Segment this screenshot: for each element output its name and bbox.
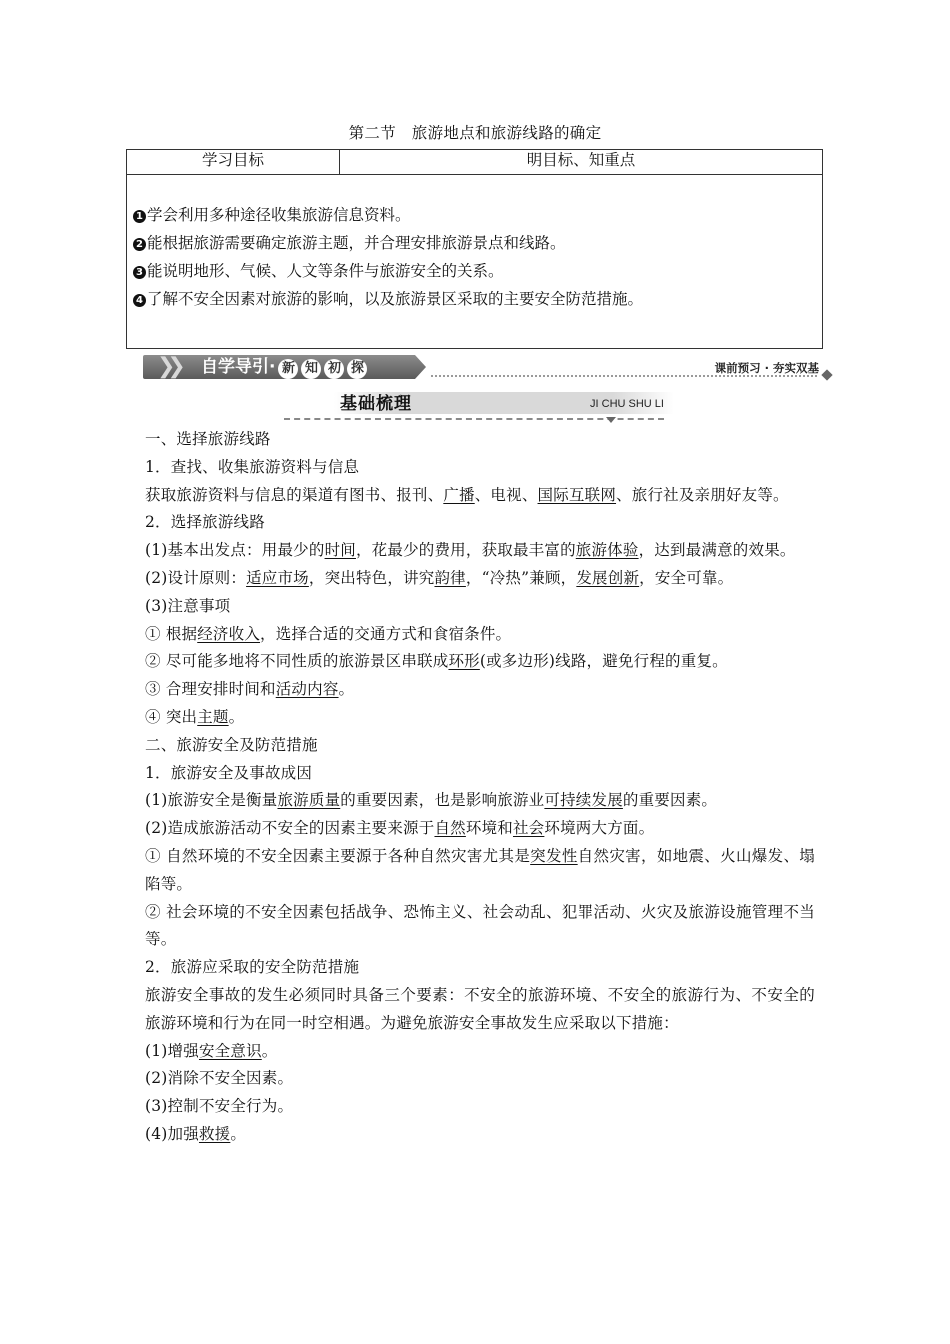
banner-title xyxy=(201,355,367,379)
goals-header-left: 学习目标 xyxy=(127,150,340,175)
paragraph xyxy=(145,787,815,815)
text-segment: 的重要因素，也是影响旅游业 xyxy=(340,791,545,810)
paragraph xyxy=(145,760,815,788)
text-segment: 。 xyxy=(230,1124,247,1143)
paragraph xyxy=(145,565,815,593)
text-segment: ① 根据 xyxy=(145,624,198,643)
text-segment: ① 自然环境的不安全因素主要源于各种自然灾害尤其是 xyxy=(145,846,531,865)
objective-text: 学会利用多种途径收集旅游信息资料。 xyxy=(147,206,411,224)
text-segment: ② 尽可能多地将不同性质的旅游景区串联成 xyxy=(145,652,449,671)
self-study-banner xyxy=(143,353,833,383)
paragraph xyxy=(145,982,815,1038)
paragraph xyxy=(145,732,815,760)
underlined-answer: 环形 xyxy=(448,652,480,671)
objective-text: 能说明地形、气候、人文等条件与旅游安全的关系。 xyxy=(147,262,504,280)
underlined-answer: 主题 xyxy=(197,707,229,726)
text-segment: (1)基本出发点：用最少的 xyxy=(145,541,325,560)
page-title: 第二节 旅游地点和旅游线路的确定 xyxy=(348,124,602,142)
text-segment: (1)旅游安全是衡量 xyxy=(145,791,278,810)
underlined-answer: 自然 xyxy=(434,819,466,838)
text-segment: ，安全可靠。 xyxy=(639,568,734,587)
paragraph xyxy=(145,815,815,843)
underlined-answer: 时间 xyxy=(324,541,356,560)
objective-item xyxy=(133,257,822,285)
objective-item xyxy=(133,229,822,257)
paragraph xyxy=(145,704,815,732)
circled-number-icon: 3 xyxy=(133,266,146,279)
paragraph xyxy=(145,954,815,982)
underlined-answer: 旅游体验 xyxy=(575,541,639,560)
banner-circled-char: 探 xyxy=(347,359,367,379)
text-segment: 环境和 xyxy=(465,819,513,838)
double-chevron-icon: ❯❯ xyxy=(157,354,178,379)
text-segment: 旅游安全事故的发生必须同时具备三个要素：不安全的旅游环境、不安全的旅游行为、不安全的旅游环境和行为在同一时空相遇。为避免旅游安全事故发生应采取以下措施： xyxy=(145,985,815,1032)
text-segment: 一、选择旅游线路 xyxy=(145,430,271,448)
paragraph xyxy=(145,1038,815,1066)
paragraph xyxy=(145,426,815,454)
section-header-label: 基础梳理 xyxy=(340,394,412,414)
underlined-answer: 救援 xyxy=(198,1124,231,1143)
diamond-icon xyxy=(821,369,832,380)
text-segment: 获取旅游资料与信息的渠道有图书、报刊、 xyxy=(145,485,444,504)
text-segment: 环境两大方面。 xyxy=(544,819,655,838)
paragraph xyxy=(145,1121,815,1149)
text-segment: (2)消除不安全因素。 xyxy=(145,1069,294,1088)
banner-circled-char: 新 xyxy=(278,359,298,379)
banner-circled-char: 初 xyxy=(324,359,344,379)
circled-number-icon: 4 xyxy=(133,294,146,307)
underlined-answer: 适应市场 xyxy=(246,568,309,587)
paragraph xyxy=(145,676,815,704)
text-segment: ，选择合适的交通方式和食宿条件。 xyxy=(260,624,512,643)
goals-header-right: 明目标、知重点 xyxy=(340,150,823,175)
paragraph xyxy=(145,648,815,676)
text-segment: 二、旅游安全及防范措施 xyxy=(145,735,318,754)
text-segment: 。 xyxy=(261,1041,278,1060)
text-segment: (4)加强 xyxy=(145,1124,199,1143)
underlined-answer: 国际互联网 xyxy=(537,485,617,504)
underlined-answer: 突发性 xyxy=(530,846,578,865)
text-segment: ，达到最满意的效果。 xyxy=(638,541,796,560)
text-segment: 2．选择旅游线路 xyxy=(145,513,265,532)
text-segment: 。 xyxy=(228,707,245,726)
circled-number-icon: 1 xyxy=(133,210,146,223)
objective-text: 能根据旅游需要确定旅游主题，并合理安排旅游景点和线路。 xyxy=(147,234,566,252)
paragraph xyxy=(145,454,815,482)
objective-item xyxy=(133,201,822,229)
circled-number-icon: 2 xyxy=(133,238,146,251)
text-segment: (2)造成旅游活动不安全的因素主要来源于 xyxy=(145,819,435,838)
paragraph xyxy=(145,621,815,649)
text-segment: 1．查找、收集旅游资料与信息 xyxy=(145,457,360,476)
text-segment: ，突出特色，讲究 xyxy=(308,568,435,587)
text-segment: (3)注意事项 xyxy=(145,596,231,615)
text-segment: (2)设计原则： xyxy=(145,568,247,587)
text-segment: (或多边形)线路，避免行程的重复。 xyxy=(479,652,728,671)
paragraph xyxy=(145,482,815,510)
underlined-answer: 可持续发展 xyxy=(544,791,623,810)
paragraph xyxy=(145,1093,815,1121)
banner-right-text: 课前预习 · 夯实双基 xyxy=(714,361,819,375)
paragraph xyxy=(145,899,815,955)
main-content xyxy=(145,426,815,1149)
learning-goals-table xyxy=(126,149,823,349)
paragraph xyxy=(145,509,815,537)
goals-body xyxy=(127,175,823,349)
objective-item xyxy=(133,285,822,313)
text-segment: (1)增强 xyxy=(145,1041,199,1060)
text-segment: (3)控制不安全行为。 xyxy=(145,1097,294,1116)
triangle-down-icon xyxy=(606,417,616,423)
underlined-answer: 经济收入 xyxy=(197,624,261,643)
text-segment: ② 社会环境的不安全因素包括战争、恐怖主义、社会动乱、犯罪活动、火灾及旅游设施管理不当等。 xyxy=(145,902,815,949)
text-segment: 的重要因素。 xyxy=(622,791,718,810)
underlined-answer: 活动内容 xyxy=(275,680,339,699)
underlined-answer: 韵律 xyxy=(434,568,466,587)
banner-circled-char: 知 xyxy=(301,359,321,379)
underlined-answer: 安全意识 xyxy=(198,1041,262,1060)
text-segment: ，花最少的费用，获取最丰富的 xyxy=(355,541,576,560)
text-segment: ，“冷热”兼顾， xyxy=(465,568,577,587)
text-segment: 自然灾害，如地震、火山爆发、塌陷等。 xyxy=(145,846,815,893)
section-header-pinyin: JI CHU SHU LI xyxy=(590,398,664,410)
text-segment: 2．旅游应采取的安全防范措施 xyxy=(145,958,360,977)
text-segment: ③ 合理安排时间和 xyxy=(145,680,276,699)
paragraph xyxy=(145,843,815,899)
objective-text: 了解不安全因素对旅游的影响，以及旅游景区采取的主要安全防范措施。 xyxy=(147,290,644,308)
section-header xyxy=(284,392,664,420)
underlined-answer: 社会 xyxy=(512,819,545,838)
text-segment: 1．旅游安全及事故成因 xyxy=(145,763,313,782)
paragraph xyxy=(145,537,815,565)
text-segment: 、旅行社及亲朋好友等。 xyxy=(616,485,789,504)
underlined-answer: 发展创新 xyxy=(576,568,640,587)
text-segment: 、电视、 xyxy=(474,485,538,504)
underlined-answer: 广播 xyxy=(443,485,475,504)
underlined-answer: 旅游质量 xyxy=(277,791,341,810)
paragraph xyxy=(145,593,815,621)
banner-left-text: 自学导引· xyxy=(201,357,276,377)
paragraph xyxy=(145,1065,815,1093)
text-segment: 。 xyxy=(338,680,355,699)
text-segment: ④ 突出 xyxy=(145,707,198,726)
